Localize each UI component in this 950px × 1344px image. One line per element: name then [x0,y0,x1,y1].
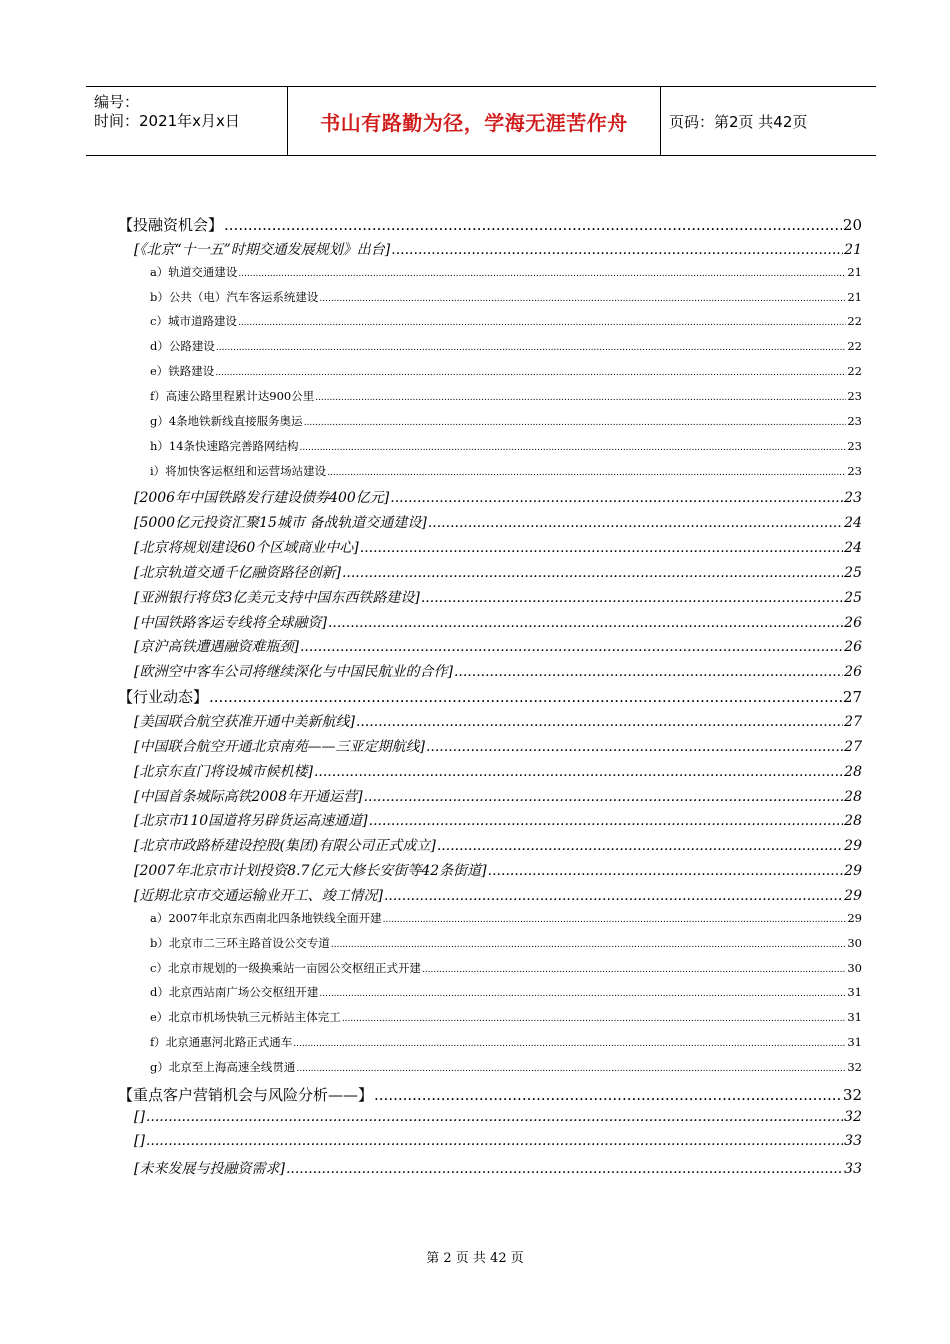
toc-entry-title: [北京东直门将设城市候机楼] [134,763,313,780]
document-number: 编号： [94,93,140,111]
toc-leader-dots [369,813,844,829]
toc-entry-title: 【行业动态】 [118,688,209,707]
toc-entry-level-2[interactable] [134,786,862,806]
toc-entry-level-3[interactable] [150,363,862,379]
toc-leader-dots [328,615,843,631]
toc-entry-title: c）城市道路建设 [150,314,237,329]
toc-entry-title: [欧洲空中客车公司将继续深化与中国民航业的合作] [134,664,453,681]
toc-leader-dots [327,464,846,478]
toc-leader-dots [216,339,846,353]
toc-entry-level-2[interactable] [134,835,862,855]
toc-entry-level-2[interactable] [134,612,862,632]
toc-entry-title: [美国联合航空获准开通中美新航线] [134,714,355,730]
toc-entry-title: i）将加快客运枢纽和运营场站建设 [150,463,327,478]
toc-leader-dots [315,389,846,403]
toc-leader-dots [319,985,846,999]
toc-entry-level-3[interactable] [150,1059,862,1075]
toc-entry-page: 23 [847,463,862,478]
toc-entry-level-2[interactable] [134,1133,862,1149]
toc-leader-dots [360,540,843,556]
toc-entry-title: [亚洲银行将贷3亿美元支持中国东西铁路建设] [134,589,420,606]
toc-entry-level-2[interactable] [134,1109,862,1125]
toc-entry-title: [中国联合航空开通北京南苑——三亚定期航线] [134,738,425,755]
toc-entry-title: b）公共（电）汽车客运系统建设 [150,289,319,304]
toc-entry-level-3[interactable] [150,313,862,329]
toc-leader-dots [356,714,843,730]
toc-entry-title: [北京轨道交通千亿融资路径创新] [134,564,341,581]
toc-entry-page: 26 [844,639,862,656]
toc-leader-dots [215,364,846,378]
toc-entry-level-3[interactable] [150,438,862,454]
toc-entry-page: 33 [844,1161,862,1178]
toc-entry-title: [北京市110国道将另辟货运高速通道] [134,813,368,830]
toc-leader-dots [300,439,847,453]
toc-entry-level-2[interactable] [134,512,862,532]
toc-entry-page: 21 [847,289,862,304]
toc-entry-page: 32 [842,1085,862,1104]
toc-entry-title: a）轨道交通建设 [150,264,238,279]
toc-entry-level-2[interactable] [134,487,862,507]
toc-leader-dots [391,242,843,258]
toc-entry-page: 20 [842,216,862,234]
toc-entry-title: e）铁路建设 [150,364,215,379]
toc-entry-title: c）北京市规划的一级换乘站一亩园公交枢纽正式开建 [150,960,421,975]
toc-entry-title: [中国铁路客运专线将全球融资] [134,614,327,631]
toc-entry-page: 26 [844,664,862,681]
toc-leader-dots [384,888,843,904]
toc-entry-title: [2007年北京市计划投资8.7亿元大修长安街等42条街道] [134,863,487,880]
toc-entry-title: d）北京西站南广场公交枢纽开建 [150,985,319,1000]
toc-leader-dots [390,490,843,506]
toc-entry-title: [5000亿元投资汇聚15城市 备战轨道交通建设] [134,515,427,532]
toc-entry-page: 27 [842,688,862,707]
toc-entry-level-2[interactable] [134,761,862,781]
toc-entry-page: 28 [844,788,862,805]
toc-entry-page: 24 [844,515,862,532]
toc-leader-dots [146,1133,843,1149]
toc-entry-level-3[interactable] [150,960,862,976]
toc-entry-page: 32 [847,1059,862,1074]
toc-leader-dots [488,863,844,879]
toc-leader-dots [383,911,847,925]
toc-leader-dots [304,414,847,428]
toc-entry-level-2[interactable] [134,239,862,259]
toc-entry-level-2[interactable] [134,1158,862,1178]
toc-leader-dots [286,1161,843,1177]
toc-entry-page: 23 [847,438,862,453]
toc-entry-page: 22 [847,339,862,354]
toc-leader-dots [364,789,844,805]
toc-entry-page: 31 [847,985,862,1000]
toc-leader-dots [293,1035,846,1049]
toc-entry-page: 29 [844,863,862,880]
toc-entry-title: [北京市政路桥建设控股(集团)有限公司正式成立] [134,838,436,855]
toc-leader-dots [422,961,846,975]
toc-entry-title: [京沪高铁遭遇融资难瓶颈] [134,639,299,656]
toc-entry-page: 21 [844,241,862,258]
toc-entry-level-3[interactable] [150,935,862,951]
toc-leader-dots [342,565,843,581]
toc-entry-level-3[interactable] [150,984,862,1000]
header-page-info: 页码：第2页 共42页 [669,112,808,131]
toc-entry-level-2[interactable] [134,537,862,557]
toc-entry-page: 23 [844,490,862,507]
toc-leader-dots [342,1010,847,1024]
toc-leader-dots [421,590,843,606]
toc-entry-title: [近期北京市交通运输业开工、竣工情况] [134,887,383,904]
toc-entry-level-3[interactable] [150,264,862,280]
document-time: 时间：2021年x月x日 [94,112,240,130]
toc-entry-level-2[interactable] [134,636,862,656]
toc-entry-level-2[interactable] [134,711,862,731]
toc-entry-page: 29 [847,910,862,925]
toc-leader-dots [437,838,843,854]
toc-entry-title: g）4条地铁新线直接服务奥运 [150,413,303,428]
toc-entry-title: [] [134,1133,145,1150]
page-header [86,86,876,156]
toc-entry-level-3[interactable] [150,1034,862,1050]
toc-entry-level-1[interactable] [118,214,862,235]
toc-entry-level-2[interactable] [134,562,862,582]
toc-leader-dots [454,664,843,680]
toc-entry-title: [北京将规划建设60个区域商业中心] [134,540,359,557]
toc-entry-page: 21 [847,264,862,279]
toc-entry-level-2[interactable] [134,587,862,607]
toc-entry-page: 31 [847,1035,862,1050]
toc-entry-page: 28 [844,813,862,830]
toc-entry-title: [中国首条城际高铁2008年开通运营] [134,788,363,805]
toc-leader-dots [209,688,842,706]
toc-entry-title: e）北京市机场快轨三元桥站主体完工 [150,1010,341,1025]
toc-leader-dots [428,515,843,531]
toc-entry-level-2[interactable] [134,860,862,880]
toc-leader-dots [331,936,846,950]
toc-entry-page: 27 [844,738,862,755]
toc-entry-page: 26 [844,614,862,631]
toc-leader-dots [146,1109,843,1125]
toc-entry-title: [] [134,1108,145,1125]
toc-entry-page: 30 [847,935,862,950]
toc-entry-page: 25 [844,564,862,581]
header-motto-cell [288,87,661,155]
toc-entry-page: 22 [847,364,862,379]
toc-leader-dots [238,314,846,328]
toc-entry-page: 32 [844,1108,862,1125]
toc-entry-page: 27 [844,714,862,730]
toc-entry-title: [《北京“十一五”时期交通发展规划》出台] [134,241,391,258]
toc-entry-title: 【重点客户营销机会与风险分析——】 [118,1085,374,1104]
toc-leader-dots [426,739,843,755]
toc-entry-level-3[interactable] [150,413,862,429]
header-page-cell [661,87,876,155]
toc-entry-title: b）北京市二三环主路首设公交专道 [150,935,330,950]
toc-entry-page: 28 [844,763,862,780]
toc-entry-page: 29 [844,887,862,904]
toc-entry-level-2[interactable] [134,736,862,756]
toc-entry-level-3[interactable] [150,289,862,305]
toc-entry-page: 29 [844,838,862,855]
toc-entry-page: 31 [847,1010,862,1025]
header-meta-cell [86,87,288,155]
toc-entry-title: [2006年中国铁路发行建设债券400亿元] [134,490,390,507]
toc-entry-title: h）14条快速路完善路网结构 [150,438,299,453]
toc-leader-dots [300,639,843,655]
toc-leader-dots [314,764,843,780]
toc-leader-dots [224,216,842,234]
toc-entry-level-1[interactable] [118,1084,862,1105]
toc-entry-page: 25 [844,589,862,606]
toc-entry-title: g）北京至上海高速全线贯通 [150,1059,296,1074]
toc-entry-title: a）2007年北京东西南北四条地铁线全面开建 [150,910,382,925]
toc-entry-level-3[interactable] [150,910,862,926]
toc-entry-page: 23 [847,413,862,428]
toc-entry-title: 【投融资机会】 [118,216,224,234]
toc-entry-page: 33 [844,1133,862,1150]
toc-entry-title: [未来发展与投融资需求] [134,1161,285,1178]
toc-entry-level-2[interactable] [134,885,862,905]
toc-entry-level-3[interactable] [150,463,862,479]
toc-entry-title: d）公路建设 [150,339,215,354]
motto-text: 书山有路勤为径，学海无涯苦作舟 [320,110,628,135]
toc-entry-level-3[interactable] [150,388,862,404]
toc-entry-page: 24 [844,540,862,557]
toc-entry-page: 30 [847,960,862,975]
toc-entry-title: f）高速公路里程累计达900公里 [150,388,315,403]
toc-entry-level-3[interactable] [150,338,862,354]
toc-leader-dots [238,265,846,279]
toc-leader-dots [374,1086,842,1104]
toc-entry-level-2[interactable] [134,661,862,681]
toc-entry-level-1[interactable] [118,686,862,707]
toc-entry-page: 22 [847,314,862,329]
toc-leader-dots [296,1060,846,1074]
page-footer: 第 2 页 共 42 页 [426,1251,524,1266]
toc-leader-dots [319,290,846,304]
toc-entry-title: f）北京通惠河北路正式通车 [150,1035,293,1050]
toc-entry-level-3[interactable] [150,1009,862,1025]
toc-entry-page: 23 [847,388,862,403]
toc-entry-level-2[interactable] [134,810,862,830]
